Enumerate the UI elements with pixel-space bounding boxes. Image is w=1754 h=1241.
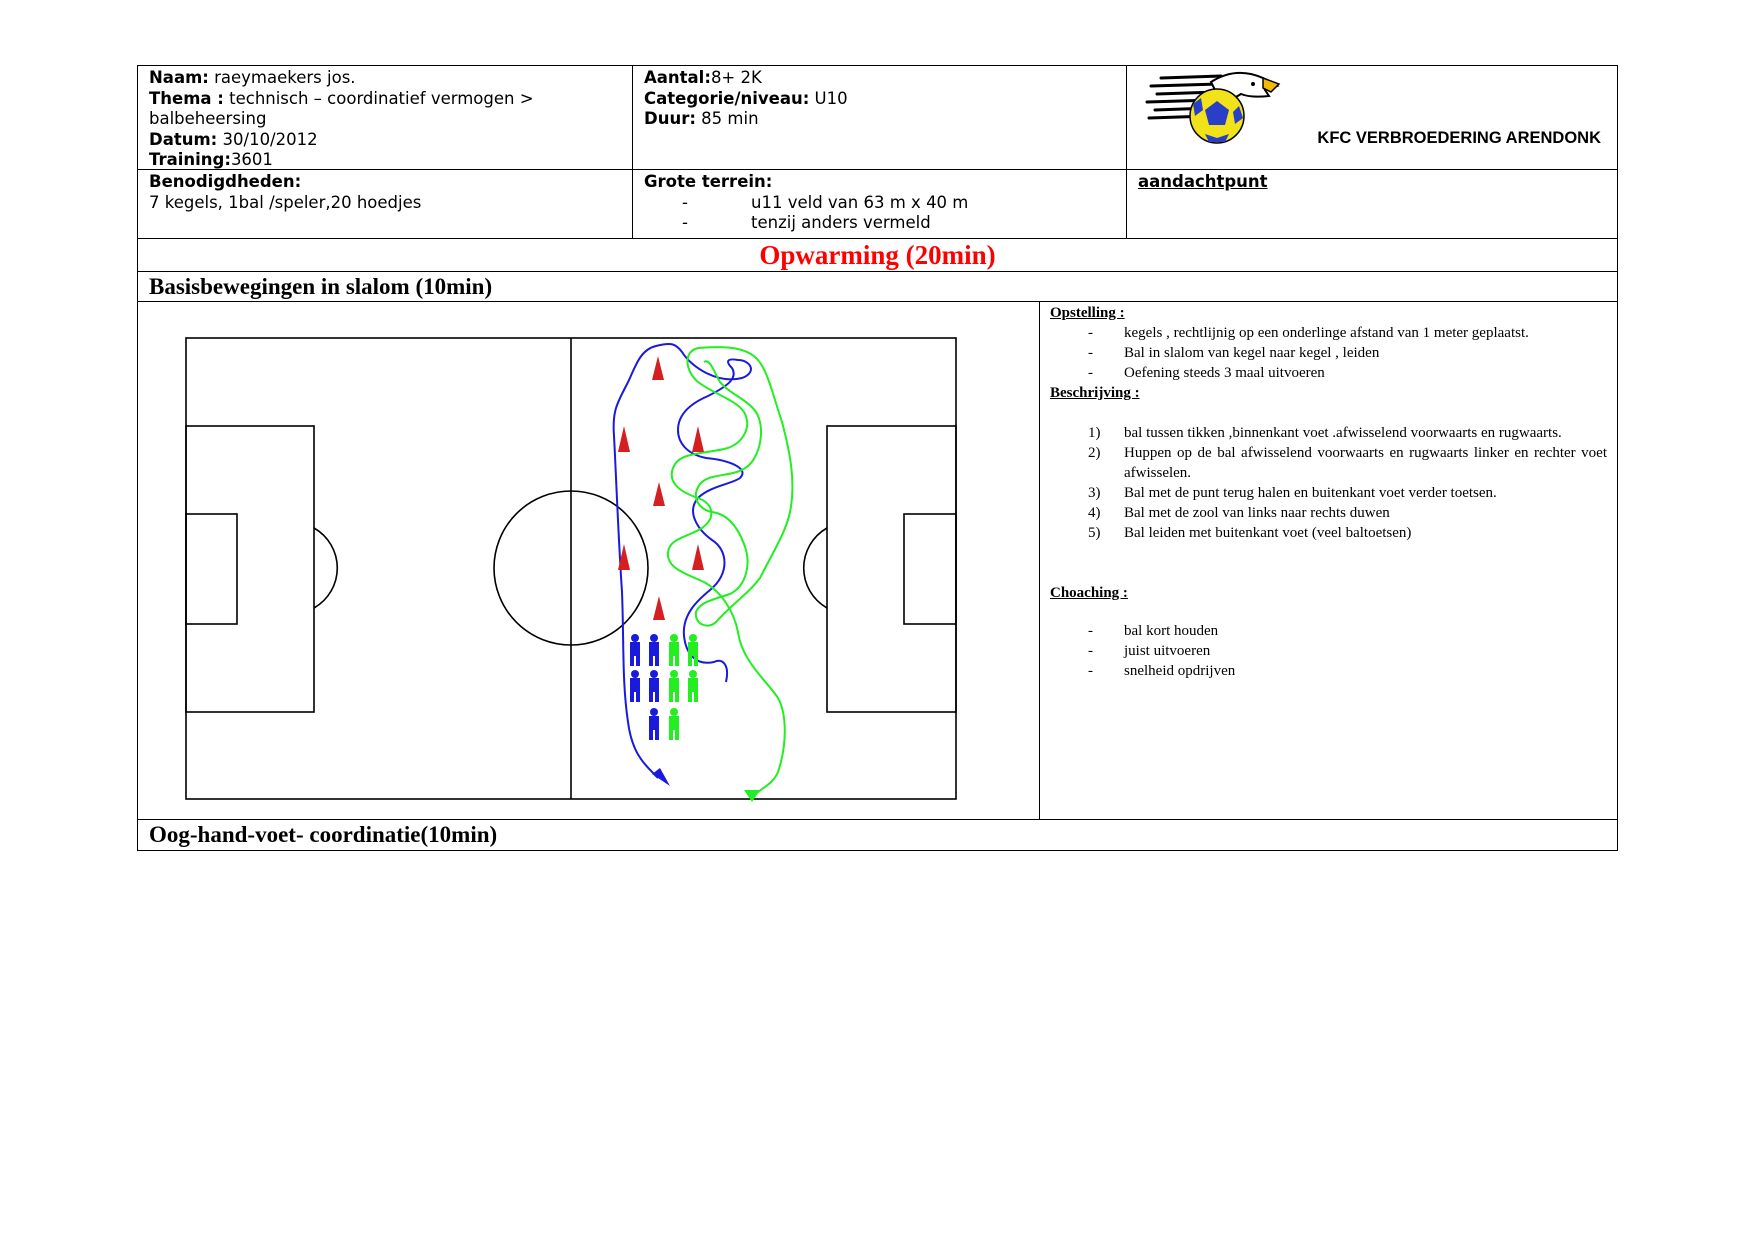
list-item: - u11 veld van 63 m x 40 m — [682, 192, 969, 212]
player-blue-icon — [649, 708, 659, 740]
beschrijving-heading: Beschrijving : — [1050, 385, 1140, 401]
materials-label: Benodigdheden: — [149, 172, 302, 191]
duur-label: Duur: — [644, 109, 696, 128]
green-dribble-path — [668, 347, 793, 796]
club-cell — [1126, 66, 1617, 169]
materials-value: 7 kegels, 1bal /speler,20 hoedjes — [149, 192, 422, 212]
categorie-value: U10 — [809, 88, 848, 108]
pitch-diagram — [138, 302, 1039, 820]
right-penalty-area — [827, 426, 956, 712]
list-item: 5) Bal leiden met buitenkant voet (veel baltoetsen) — [1088, 525, 1412, 541]
list-item: - juist uitvoeren — [1088, 643, 1211, 659]
datum-value: 30/10/2012 — [217, 129, 318, 149]
cone-icon — [652, 356, 664, 380]
field-label: Grote terrein: — [644, 172, 773, 191]
datum-label: Datum: — [149, 129, 218, 149]
list-item: - bal kort houden — [1088, 623, 1219, 639]
exercise-row — [138, 302, 1617, 820]
list-item: - tenzij anders vermeld — [682, 213, 931, 232]
section-title: Basisbewegingen in slalom (10min) — [138, 272, 1617, 302]
aantal-value: 8+ 2K — [710, 68, 762, 87]
field-cell — [632, 170, 1126, 238]
beschrijving-list — [1050, 423, 1607, 543]
warmup-title: Opwarming (20min) — [138, 239, 1617, 272]
materials-cell — [138, 170, 632, 238]
attention-cell — [1126, 170, 1617, 238]
player-blue-icon — [649, 670, 659, 702]
player-blue-icon — [649, 634, 659, 666]
categorie-label: Categorie/niveau: — [644, 88, 810, 108]
left-penalty-area — [186, 426, 314, 712]
player-blue-icon — [630, 634, 640, 666]
cones — [618, 356, 704, 620]
left-penalty-arc — [314, 528, 337, 608]
left-goal-area — [186, 514, 237, 624]
training-sheet — [137, 65, 1618, 851]
header-row — [138, 66, 1617, 170]
list-item: 3) Bal met de punt terug halen en buitenkant voet verder toetsen. — [1088, 485, 1497, 501]
player-green-icon — [669, 670, 679, 702]
attention-label: aandachtpunt — [1138, 172, 1268, 191]
cone-icon — [618, 426, 630, 452]
section-title: Oog-hand-voet- coordinatie(10min) — [149, 822, 498, 847]
list-item: - snelheid opdrijven — [1088, 663, 1236, 679]
right-penalty-arc — [804, 528, 827, 608]
list-item: 4) Bal met de zool van links naar rechts duwen — [1088, 505, 1390, 521]
cone-icon — [653, 596, 665, 620]
player-green-icon — [688, 634, 698, 666]
cone-icon — [692, 426, 704, 452]
thema-label: Thema : — [149, 88, 224, 108]
club-name: KFC VERBROEDERING ARENDONK — [1317, 129, 1601, 147]
opstelling-heading: Opstelling : — [1050, 305, 1125, 321]
naam-value: raeymaekers jos. — [208, 68, 356, 87]
aantal-label: Aantal: — [644, 68, 711, 87]
player-green-icon — [669, 708, 679, 740]
drill-description — [1039, 302, 1617, 819]
materials-row — [138, 170, 1617, 239]
cone-icon — [653, 482, 665, 506]
list-item: 1) bal tussen tikken ,binnenkant voet .afwisselend voorwaarts en rugwaarts. — [1088, 425, 1562, 441]
thema-value: technisch – coordinatief vermogen > balbeheersing — [149, 88, 534, 128]
list-item: - kegels , rechtlijnig op een onderlinge afstand van 1 meter geplaatst. — [1088, 325, 1529, 341]
list-item: 2) Huppen op de bal afwisselend voorwaarts en rugwaarts linker en rechter voet afwisselen. — [1088, 445, 1607, 481]
player-green-icon — [669, 634, 679, 666]
duur-value: 85 min — [695, 109, 759, 128]
training-value: 3601 — [230, 150, 273, 169]
club-logo-icon — [1141, 68, 1281, 148]
list-item: - Bal in slalom van kegel naar kegel , leiden — [1088, 345, 1380, 361]
cone-icon — [692, 544, 704, 570]
coaching-list — [1050, 621, 1607, 681]
right-goal-area — [904, 514, 956, 624]
player-green-icon — [688, 670, 698, 702]
group-info — [632, 66, 1126, 169]
blue-dribble-path — [614, 344, 751, 778]
coaching-heading: Choaching : — [1050, 585, 1128, 601]
training-label: Training: — [149, 150, 231, 169]
player-blue-icon — [630, 670, 640, 702]
opstelling-list — [1050, 323, 1607, 383]
field-list — [644, 193, 1115, 234]
drill-diagram — [138, 302, 1039, 819]
naam-label: Naam: — [149, 68, 209, 87]
list-item: - Oefening steeds 3 maal uitvoeren — [1088, 365, 1325, 381]
session-info — [138, 66, 632, 169]
